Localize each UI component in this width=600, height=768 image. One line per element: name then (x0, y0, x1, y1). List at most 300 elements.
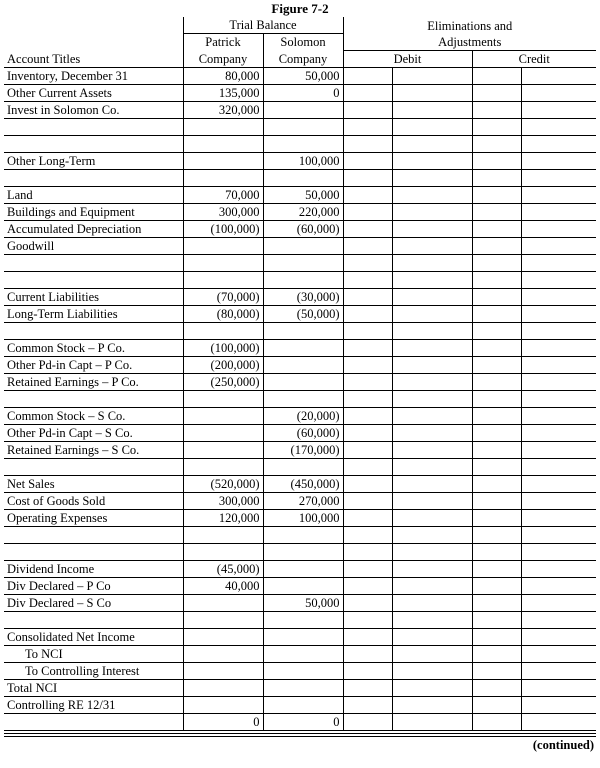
account-title: Retained Earnings – P Co. (4, 373, 183, 390)
solomon-amount (263, 543, 343, 560)
credit-ref (472, 237, 521, 254)
debit-ref (343, 152, 392, 169)
patrick-header-line2: Company (183, 50, 263, 67)
credit-ref (472, 577, 521, 594)
credit-ref (472, 628, 521, 645)
solomon-amount (263, 101, 343, 118)
account-title: Goodwill (4, 237, 183, 254)
credit-ref (472, 203, 521, 220)
debit-amount (392, 339, 472, 356)
credit-amount (521, 458, 596, 475)
patrick-amount (183, 271, 263, 288)
credit-ref (472, 220, 521, 237)
patrick-amount: 80,000 (183, 67, 263, 84)
debit-ref (343, 271, 392, 288)
worksheet-row (4, 526, 596, 543)
credit-amount (521, 135, 596, 152)
account-title: Other Pd-in Capt – S Co. (4, 424, 183, 441)
worksheet-row (4, 696, 596, 713)
debit-amount (392, 645, 472, 662)
debit-amount (392, 560, 472, 577)
debit-ref (343, 407, 392, 424)
solomon-amount: 270,000 (263, 492, 343, 509)
credit-amount (521, 271, 596, 288)
debit-amount (392, 441, 472, 458)
credit-amount (521, 288, 596, 305)
solomon-amount (263, 118, 343, 135)
solomon-header-line2: Company (263, 50, 343, 67)
continued-note: (continued) (532, 738, 594, 752)
account-title: Current Liabilities (4, 288, 183, 305)
debit-amount (392, 67, 472, 84)
account-title: Invest in Solomon Co. (4, 101, 183, 118)
solomon-amount (263, 254, 343, 271)
credit-header: Credit (472, 50, 596, 67)
debit-amount (392, 356, 472, 373)
solomon-amount (263, 339, 343, 356)
credit-amount (521, 509, 596, 526)
credit-amount (521, 560, 596, 577)
account-title (4, 526, 183, 543)
credit-ref (472, 458, 521, 475)
debit-amount (392, 152, 472, 169)
credit-amount (521, 186, 596, 203)
credit-amount (521, 339, 596, 356)
patrick-amount (183, 424, 263, 441)
account-title: Inventory, December 31 (4, 67, 183, 84)
worksheet-row (4, 84, 596, 101)
credit-amount (521, 611, 596, 628)
account-title (4, 611, 183, 628)
patrick-amount: 135,000 (183, 84, 263, 101)
solomon-amount: (450,000) (263, 475, 343, 492)
debit-amount (392, 662, 472, 679)
worksheet-row (4, 509, 596, 526)
credit-ref (472, 441, 521, 458)
debit-ref (343, 526, 392, 543)
solomon-amount (263, 373, 343, 390)
worksheet-row (4, 305, 596, 322)
credit-amount (521, 424, 596, 441)
patrick-amount (183, 628, 263, 645)
patrick-amount: 320,000 (183, 101, 263, 118)
patrick-amount (183, 679, 263, 696)
patrick-amount: (520,000) (183, 475, 263, 492)
credit-amount (521, 305, 596, 322)
credit-ref (472, 611, 521, 628)
solomon-amount: 50,000 (263, 67, 343, 84)
account-title (4, 322, 183, 339)
credit-amount (521, 492, 596, 509)
account-title: Common Stock – S Co. (4, 407, 183, 424)
credit-ref (472, 492, 521, 509)
credit-amount (521, 594, 596, 611)
worksheet-row (4, 288, 596, 305)
solomon-amount: (20,000) (263, 407, 343, 424)
debit-header: Debit (343, 50, 472, 67)
debit-ref (343, 169, 392, 186)
worksheet-row (4, 356, 596, 373)
credit-ref (472, 407, 521, 424)
patrick-amount (183, 254, 263, 271)
account-title: Div Declared – P Co (4, 577, 183, 594)
credit-ref (472, 390, 521, 407)
account-title (4, 135, 183, 152)
solomon-amount (263, 135, 343, 152)
debit-ref (343, 594, 392, 611)
debit-ref (343, 543, 392, 560)
debit-amount (392, 84, 472, 101)
debit-ref (343, 458, 392, 475)
worksheet-row (4, 237, 596, 254)
credit-ref (472, 271, 521, 288)
debit-amount (392, 475, 472, 492)
debit-amount (392, 577, 472, 594)
debit-amount (392, 254, 472, 271)
figure-title: Figure 7-2 (271, 1, 329, 16)
debit-amount (392, 407, 472, 424)
patrick-amount (183, 594, 263, 611)
debit-ref (343, 135, 392, 152)
debit-ref (343, 288, 392, 305)
credit-amount (521, 679, 596, 696)
worksheet-row (4, 543, 596, 560)
account-title (4, 390, 183, 407)
account-title (4, 713, 183, 730)
patrick-amount (183, 441, 263, 458)
credit-amount (521, 577, 596, 594)
credit-amount (521, 220, 596, 237)
solomon-amount (263, 526, 343, 543)
credit-amount (521, 322, 596, 339)
account-title: Accumulated Depreciation (4, 220, 183, 237)
credit-ref (472, 67, 521, 84)
debit-ref (343, 373, 392, 390)
debit-amount (392, 101, 472, 118)
account-title (4, 271, 183, 288)
account-title: Buildings and Equipment (4, 203, 183, 220)
account-title (4, 169, 183, 186)
worksheet-row (4, 390, 596, 407)
worksheet-row (4, 475, 596, 492)
debit-amount (392, 237, 472, 254)
debit-ref (343, 424, 392, 441)
worksheet-row (4, 373, 596, 390)
debit-ref (343, 560, 392, 577)
patrick-amount: (80,000) (183, 305, 263, 322)
debit-ref (343, 84, 392, 101)
patrick-amount (183, 662, 263, 679)
credit-ref (472, 526, 521, 543)
account-title (4, 543, 183, 560)
debit-amount (392, 271, 472, 288)
debit-amount (392, 594, 472, 611)
credit-amount (521, 118, 596, 135)
patrick-amount: (250,000) (183, 373, 263, 390)
solomon-amount: 50,000 (263, 594, 343, 611)
debit-ref (343, 475, 392, 492)
debit-ref (343, 645, 392, 662)
patrick-amount: 300,000 (183, 203, 263, 220)
solomon-amount (263, 628, 343, 645)
credit-ref (472, 288, 521, 305)
credit-amount (521, 237, 596, 254)
debit-amount (392, 169, 472, 186)
debit-amount (392, 118, 472, 135)
solomon-amount (263, 390, 343, 407)
credit-amount (521, 628, 596, 645)
credit-ref (472, 594, 521, 611)
debit-ref (343, 305, 392, 322)
worksheet-row (4, 186, 596, 203)
trial-balance-header: Trial Balance (183, 17, 343, 34)
solomon-amount: 0 (263, 84, 343, 101)
solomon-amount (263, 271, 343, 288)
adjustments-header: Adjustments (343, 34, 596, 51)
credit-ref (472, 339, 521, 356)
solomon-amount: 100,000 (263, 509, 343, 526)
debit-ref (343, 220, 392, 237)
account-title: Retained Earnings – S Co. (4, 441, 183, 458)
debit-ref (343, 186, 392, 203)
solomon-header-line1: Solomon (263, 34, 343, 51)
account-title: Long-Term Liabilities (4, 305, 183, 322)
debit-amount (392, 186, 472, 203)
credit-ref (472, 560, 521, 577)
debit-ref (343, 118, 392, 135)
credit-amount (521, 662, 596, 679)
patrick-amount (183, 390, 263, 407)
credit-ref (472, 475, 521, 492)
patrick-amount (183, 169, 263, 186)
solomon-amount: 0 (263, 713, 343, 730)
debit-amount (392, 220, 472, 237)
account-title (4, 118, 183, 135)
debit-ref (343, 390, 392, 407)
solomon-amount (263, 645, 343, 662)
account-title: Consolidated Net Income (4, 628, 183, 645)
solomon-amount: 50,000 (263, 186, 343, 203)
worksheet-row (4, 152, 596, 169)
worksheet-row (4, 441, 596, 458)
debit-ref (343, 696, 392, 713)
credit-ref (472, 509, 521, 526)
credit-amount (521, 543, 596, 560)
debit-amount (392, 305, 472, 322)
debit-ref (343, 101, 392, 118)
credit-ref (472, 543, 521, 560)
worksheet-row (4, 492, 596, 509)
credit-amount (521, 101, 596, 118)
account-title: Cost of Goods Sold (4, 492, 183, 509)
worksheet-row (4, 135, 596, 152)
solomon-amount (263, 696, 343, 713)
patrick-amount: (70,000) (183, 288, 263, 305)
patrick-amount (183, 611, 263, 628)
credit-amount (521, 645, 596, 662)
patrick-amount: 120,000 (183, 509, 263, 526)
patrick-amount (183, 237, 263, 254)
worksheet-row (4, 458, 596, 475)
credit-ref (472, 101, 521, 118)
credit-ref (472, 186, 521, 203)
credit-amount (521, 169, 596, 186)
worksheet-row (4, 577, 596, 594)
credit-amount (521, 84, 596, 101)
credit-amount (521, 254, 596, 271)
patrick-amount: 300,000 (183, 492, 263, 509)
patrick-amount (183, 152, 263, 169)
credit-ref (472, 356, 521, 373)
credit-ref (472, 118, 521, 135)
solomon-amount (263, 356, 343, 373)
patrick-amount (183, 696, 263, 713)
worksheet-row (4, 67, 596, 84)
credit-amount (521, 373, 596, 390)
debit-amount (392, 424, 472, 441)
worksheet-row (4, 628, 596, 645)
solomon-amount: 220,000 (263, 203, 343, 220)
worksheet-row (4, 679, 596, 696)
worksheet-row (4, 101, 596, 118)
solomon-amount: (60,000) (263, 220, 343, 237)
debit-ref (343, 662, 392, 679)
credit-ref (472, 84, 521, 101)
debit-ref (343, 339, 392, 356)
solomon-amount (263, 169, 343, 186)
eliminations-header: Eliminations and (343, 17, 596, 34)
worksheet-row (4, 254, 596, 271)
patrick-amount (183, 135, 263, 152)
patrick-amount (183, 458, 263, 475)
account-title: Net Sales (4, 475, 183, 492)
credit-amount (521, 713, 596, 730)
debit-amount (392, 458, 472, 475)
credit-amount (521, 152, 596, 169)
debit-ref (343, 67, 392, 84)
worksheet-row (4, 662, 596, 679)
debit-amount (392, 373, 472, 390)
debit-ref (343, 237, 392, 254)
debit-amount (392, 288, 472, 305)
account-title: Total NCI (4, 679, 183, 696)
patrick-amount: 0 (183, 713, 263, 730)
worksheet-row (4, 203, 596, 220)
solomon-amount: 100,000 (263, 152, 343, 169)
debit-ref (343, 441, 392, 458)
account-title: Land (4, 186, 183, 203)
solomon-amount (263, 237, 343, 254)
solomon-amount: (170,000) (263, 441, 343, 458)
debit-amount (392, 713, 472, 730)
worksheet-row (4, 560, 596, 577)
solomon-amount (263, 322, 343, 339)
credit-amount (521, 441, 596, 458)
solomon-amount (263, 577, 343, 594)
worksheet-row (4, 645, 596, 662)
credit-ref (472, 424, 521, 441)
credit-ref (472, 322, 521, 339)
worksheet-row (4, 339, 596, 356)
worksheet-table (4, 17, 596, 731)
worksheet-row (4, 271, 596, 288)
worksheet-row (4, 594, 596, 611)
worksheet-row (4, 118, 596, 135)
account-title (4, 458, 183, 475)
account-title: Controlling RE 12/31 (4, 696, 183, 713)
patrick-header-line1: Patrick (183, 34, 263, 51)
credit-ref (472, 373, 521, 390)
solomon-amount (263, 560, 343, 577)
credit-amount (521, 390, 596, 407)
solomon-amount: (30,000) (263, 288, 343, 305)
credit-ref (472, 713, 521, 730)
debit-ref (343, 628, 392, 645)
solomon-amount (263, 458, 343, 475)
debit-amount (392, 492, 472, 509)
debit-amount (392, 526, 472, 543)
debit-ref (343, 577, 392, 594)
account-title: Common Stock – P Co. (4, 339, 183, 356)
credit-ref (472, 152, 521, 169)
patrick-amount (183, 543, 263, 560)
patrick-amount: (200,000) (183, 356, 263, 373)
worksheet-row (4, 424, 596, 441)
solomon-amount (263, 611, 343, 628)
credit-amount (521, 526, 596, 543)
debit-ref (343, 492, 392, 509)
credit-ref (472, 645, 521, 662)
worksheet-row (4, 220, 596, 237)
worksheet-row (4, 407, 596, 424)
patrick-amount: (45,000) (183, 560, 263, 577)
debit-amount (392, 203, 472, 220)
patrick-amount (183, 322, 263, 339)
debit-ref (343, 509, 392, 526)
debit-ref (343, 322, 392, 339)
patrick-amount: (100,000) (183, 220, 263, 237)
credit-ref (472, 169, 521, 186)
worksheet-row (4, 322, 596, 339)
account-titles-header: Account Titles (4, 50, 183, 67)
credit-amount (521, 67, 596, 84)
solomon-amount (263, 679, 343, 696)
patrick-amount (183, 407, 263, 424)
solomon-amount: (60,000) (263, 424, 343, 441)
debit-amount (392, 135, 472, 152)
debit-amount (392, 322, 472, 339)
credit-amount (521, 475, 596, 492)
worksheet-row (4, 169, 596, 186)
debit-amount (392, 679, 472, 696)
account-title: Other Pd-in Capt – P Co. (4, 356, 183, 373)
credit-ref (472, 679, 521, 696)
debit-ref (343, 356, 392, 373)
debit-amount (392, 628, 472, 645)
debit-amount (392, 390, 472, 407)
debit-amount (392, 696, 472, 713)
credit-amount (521, 696, 596, 713)
debit-ref (343, 203, 392, 220)
credit-amount (521, 356, 596, 373)
account-title: To NCI (4, 645, 183, 662)
account-title: Other Long-Term (4, 152, 183, 169)
credit-amount (521, 203, 596, 220)
credit-ref (472, 135, 521, 152)
account-title: Dividend Income (4, 560, 183, 577)
account-title: Div Declared – S Co (4, 594, 183, 611)
debit-amount (392, 509, 472, 526)
